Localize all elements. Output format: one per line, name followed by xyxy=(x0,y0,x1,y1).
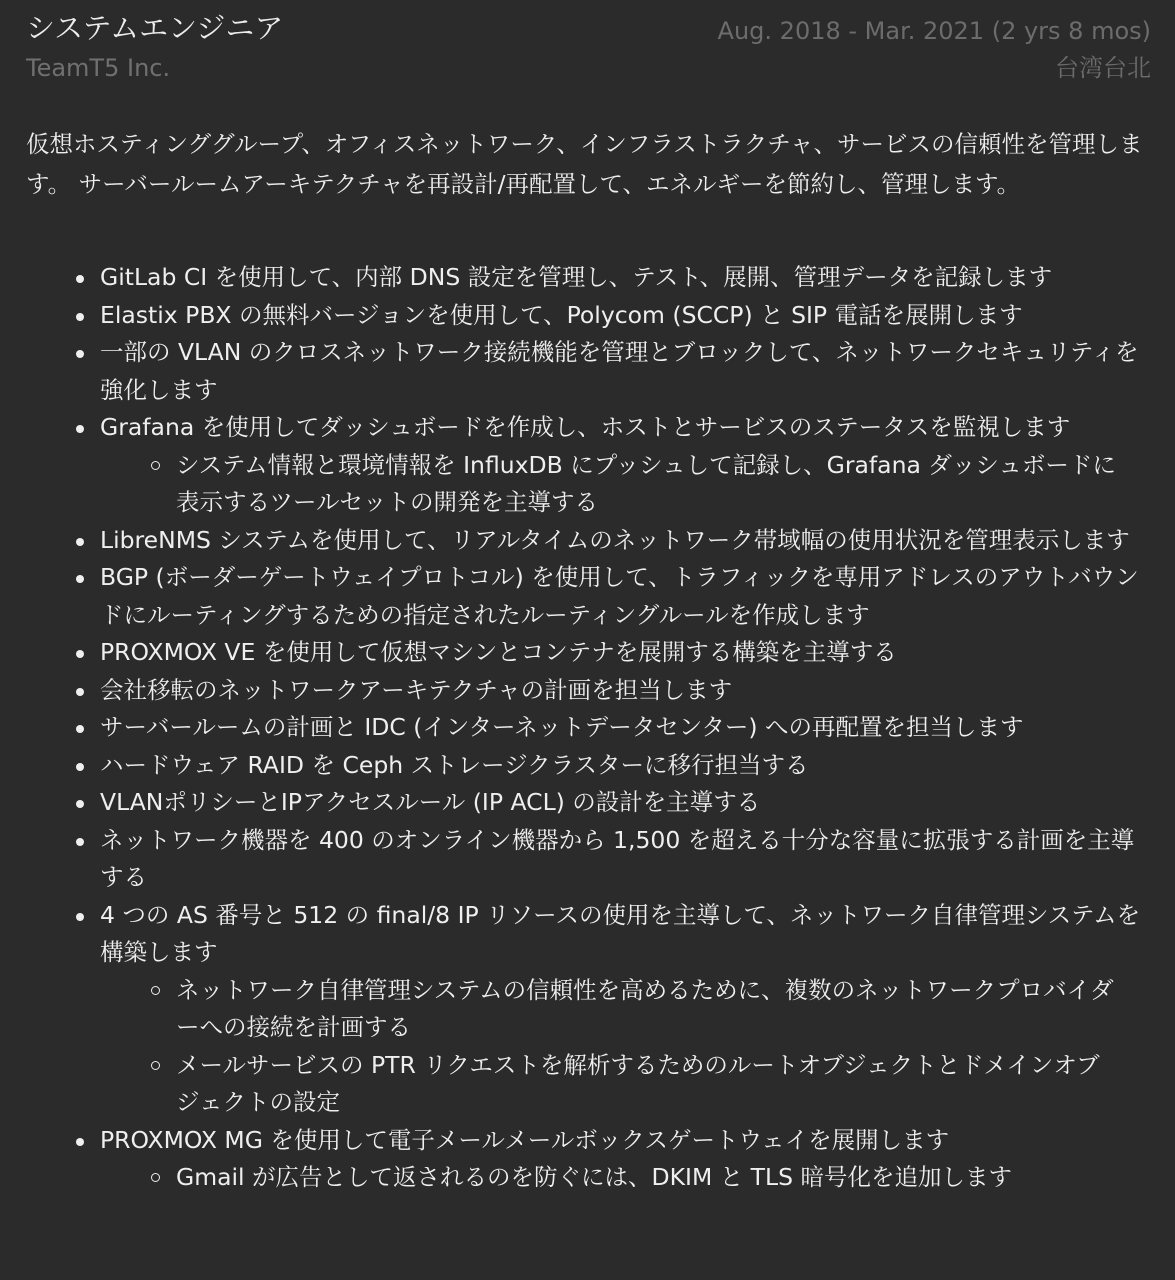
list-item xyxy=(0,747,1175,785)
sub-bullet-icon xyxy=(151,1061,160,1070)
list-item xyxy=(0,334,1175,409)
bullet-icon xyxy=(76,800,84,808)
company-name: TeamT5 Inc. xyxy=(26,54,171,82)
list-item-text: PROXMOX MG を使用して電子メールメールボックスゲートウェイを展開します xyxy=(100,1125,950,1154)
list-item xyxy=(0,709,1175,747)
list-item xyxy=(0,259,1175,297)
list-item-text: 4 つの AS 番号と 512 の final/8 IP リソースの使用を主導して、ネットワーク自律管理システムを構築します xyxy=(100,900,1141,966)
list-item-text: PROXMOX VE を使用して仮想マシンとコンテナを展開する構築を主導する xyxy=(100,638,897,666)
list-item-text: Elastix PBX の無料バージョンを使用して、Polycom (SCCP) と SIP 電話を展開します xyxy=(100,300,1023,329)
list-item xyxy=(0,822,1175,897)
list-item-text: サーバールームの計画と IDC (インターネットデータセンター) への再配置を担当します xyxy=(100,713,1024,741)
sub-bullet-icon xyxy=(151,986,160,995)
list-item xyxy=(0,897,1175,1122)
sub-list xyxy=(0,972,1147,1122)
list-item-text: ネットワーク機器を 400 のオンライン機器から 1,500 を超える十分な容量に拡張する計画を主導する xyxy=(100,825,1135,891)
list-item xyxy=(0,672,1175,710)
bullet-icon xyxy=(76,575,84,583)
job-location: 台湾台北 xyxy=(1055,54,1151,82)
list-item-text: LibreNMS システムを使用して、リアルタイムのネットワーク帯域幅の使用状況を管理表示します xyxy=(100,525,1130,554)
sub-list xyxy=(0,447,1147,522)
sub-list-item xyxy=(0,972,1147,1047)
bullet-icon xyxy=(76,1138,84,1146)
bullet-icon xyxy=(76,688,84,696)
bullet-icon xyxy=(76,725,84,733)
list-item-text: 一部の VLAN のクロスネットワーク接続機能を管理とブロックして、ネットワークセキュリティを強化します xyxy=(100,338,1139,404)
sub-list-item xyxy=(0,1159,1147,1197)
sub-bullet-icon xyxy=(151,461,160,470)
sub-list-item-text: メールサービスの PTR リクエストを解析するためのルートオブジェクトとドメインオブジェクトの設定 xyxy=(176,1050,1100,1116)
job-summary: 仮想ホスティンググループ、オフィスネットワーク、インフラストラクチャ、サービスの信頼性を管理します。 サーバールームアーキテクチャを再設計/再配置して、エネルギーを節約し、管理します。 xyxy=(26,130,1143,198)
responsibility-list xyxy=(0,259,1175,1197)
sub-list-item xyxy=(0,447,1147,522)
sub-list-item xyxy=(0,1047,1147,1122)
sub-list-item-text: システム情報と環境情報を InfluxDB にプッシュして記録し、Grafana ダッシュボードに表示するツールセットの開発を主導する xyxy=(176,450,1116,516)
list-item xyxy=(0,409,1175,522)
job-title: システムエンジニア xyxy=(26,11,284,45)
bullet-icon xyxy=(76,763,84,771)
sub-list-item-text: ネットワーク自律管理システムの信頼性を高めるために、複数のネットワークプロバイダーへの接続を計画する xyxy=(176,975,1114,1041)
bullet-icon xyxy=(76,425,84,433)
bullet-icon xyxy=(76,913,84,921)
job-header xyxy=(26,8,1151,88)
list-item xyxy=(0,634,1175,672)
list-item-text: GitLab CI を使用して、内部 DNS 設定を管理し、テスト、展開、管理データを記録します xyxy=(100,263,1053,291)
list-item xyxy=(0,559,1175,634)
list-item-text: Grafana を使用してダッシュボードを作成し、ホストとサービスのステータスを監視します xyxy=(100,413,1071,441)
bullet-icon xyxy=(76,275,84,283)
list-item-text: 会社移転のネットワークアーキテクチャの計画を担当します xyxy=(100,675,733,704)
sub-bullet-icon xyxy=(151,1173,160,1182)
list-item-text: ハードウェア RAID を Ceph ストレージクラスターに移行担当する xyxy=(100,750,809,779)
bullet-icon xyxy=(76,350,84,358)
list-item xyxy=(0,522,1175,560)
bullet-icon xyxy=(76,650,84,658)
list-item-text: VLANポリシーとIPアクセスルール (IP ACL) の設計を主導する xyxy=(100,788,761,816)
bullet-icon xyxy=(76,538,84,546)
sub-list xyxy=(0,1159,1147,1197)
list-item xyxy=(0,297,1175,335)
bullet-icon xyxy=(76,313,84,321)
bullet-icon xyxy=(76,838,84,846)
sub-list-item-text: Gmail が広告として返されるのを防ぐには、DKIM と TLS 暗号化を追加します xyxy=(176,1163,1013,1191)
list-item xyxy=(0,784,1175,822)
list-item-text: BGP (ボーダーゲートウェイプロトコル) を使用して、トラフィックを専用アドレスのアウトバウンドにルーティングするための指定されたルーティングルールを作成します xyxy=(100,563,1139,629)
employment-period: Aug. 2018 - Mar. 2021 (2 yrs 8 mos) xyxy=(717,17,1151,45)
list-item xyxy=(0,1122,1175,1197)
